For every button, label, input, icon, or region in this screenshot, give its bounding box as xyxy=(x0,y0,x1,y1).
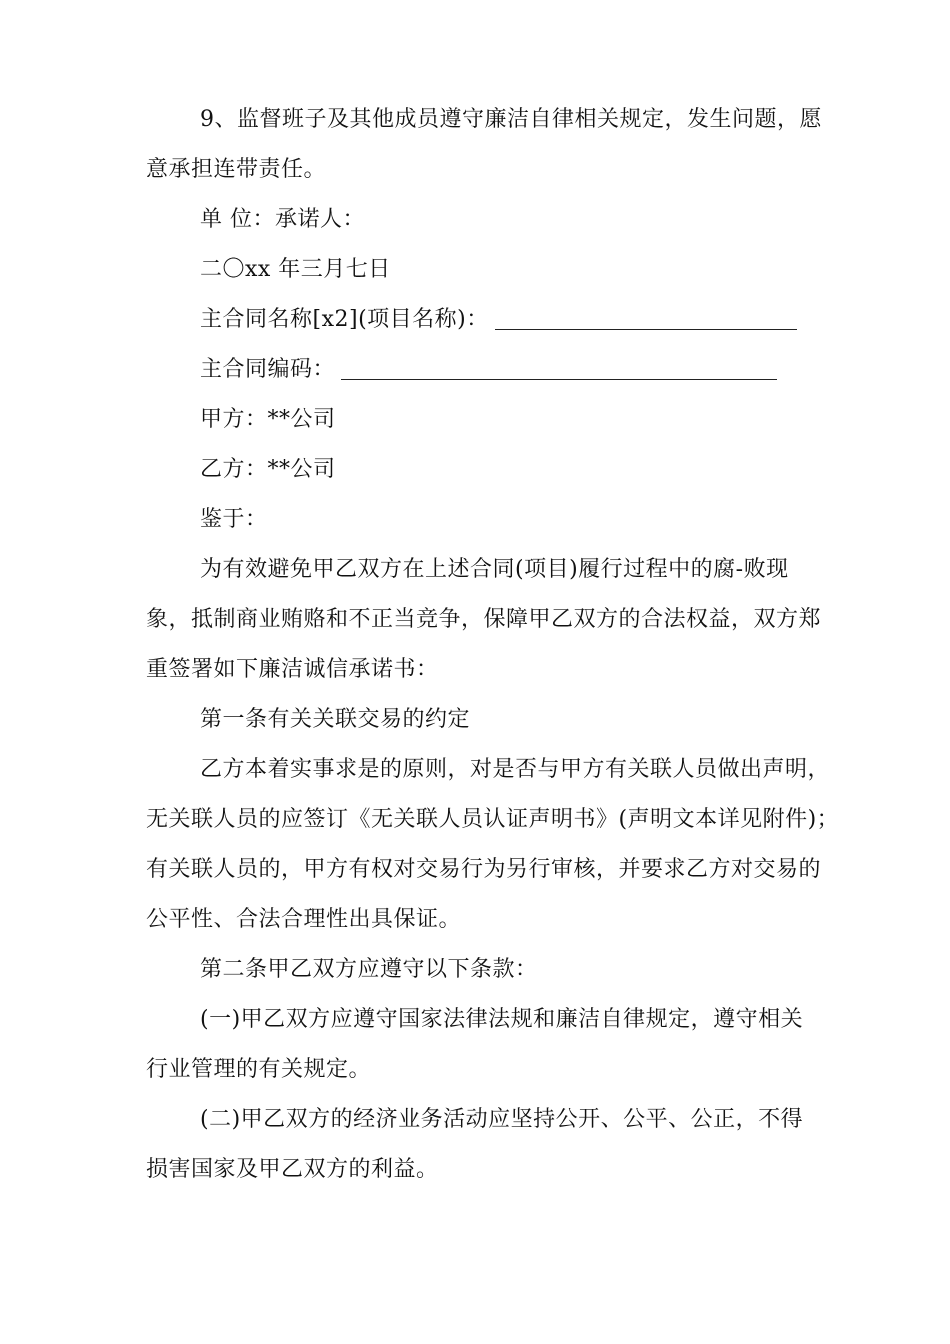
preamble-line-3: 重签署如下廉洁诚信承诺书： xyxy=(146,657,439,682)
main-contract-code-line xyxy=(200,356,777,384)
clause-2-line-1: (二)甲乙双方的经济业务活动应坚持公开、公平、公正，不得 xyxy=(200,1107,804,1132)
main-contract-code-label: 主合同编码： xyxy=(200,357,336,382)
article-1-heading: 第一条有关关联交易的约定 xyxy=(200,707,471,732)
paragraph-9-line-1: 9、监督班子及其他成员遵守廉洁自律相关规定，发生问题，愿 xyxy=(200,107,822,132)
signature-unit-line: 单 位：承诺人： xyxy=(200,207,365,232)
article-1-line-3: 有关联人员的，甲方有权对交易行为另行审核，并要求乙方对交易的 xyxy=(146,857,822,882)
main-contract-name-line xyxy=(200,306,797,334)
clause-1-line-1: (一)甲乙双方应遵守国家法律法规和廉洁自律规定，遵守相关 xyxy=(200,1007,804,1032)
clause-2-line-2: 损害国家及甲乙双方的利益。 xyxy=(146,1157,439,1182)
date-line: 二〇xx 年三月七日 xyxy=(200,257,391,282)
article-2-heading: 第二条甲乙双方应遵守以下条款： xyxy=(200,957,538,982)
preamble-line-2: 象，抵制商业贿赂和不正当竞争，保障甲乙双方的合法权益，双方郑 xyxy=(146,607,822,632)
article-1-line-2: 无关联人员的应签订《无关联人员认证声明书》(声明文本详见附件)； xyxy=(146,807,840,832)
main-contract-code-blank xyxy=(341,359,777,380)
paragraph-9-line-2: 意承担连带责任。 xyxy=(146,157,327,182)
main-contract-name-blank xyxy=(495,309,797,330)
party-b-line: 乙方：**公司 xyxy=(200,457,336,482)
whereas-line: 鉴于： xyxy=(200,507,268,532)
article-1-line-1: 乙方本着实事求是的原则，对是否与甲方有关联人员做出声明， xyxy=(200,757,831,782)
article-1-line-4: 公平性、合法合理性出具保证。 xyxy=(146,907,462,932)
preamble-line-1: 为有效避免甲乙双方在上述合同(项目)履行过程中的腐-败现 xyxy=(200,557,789,582)
main-contract-name-label: 主合同名称[x2](项目名称)： xyxy=(200,307,489,332)
clause-1-line-2: 行业管理的有关规定。 xyxy=(146,1057,372,1082)
party-a-line: 甲方：**公司 xyxy=(200,407,336,432)
